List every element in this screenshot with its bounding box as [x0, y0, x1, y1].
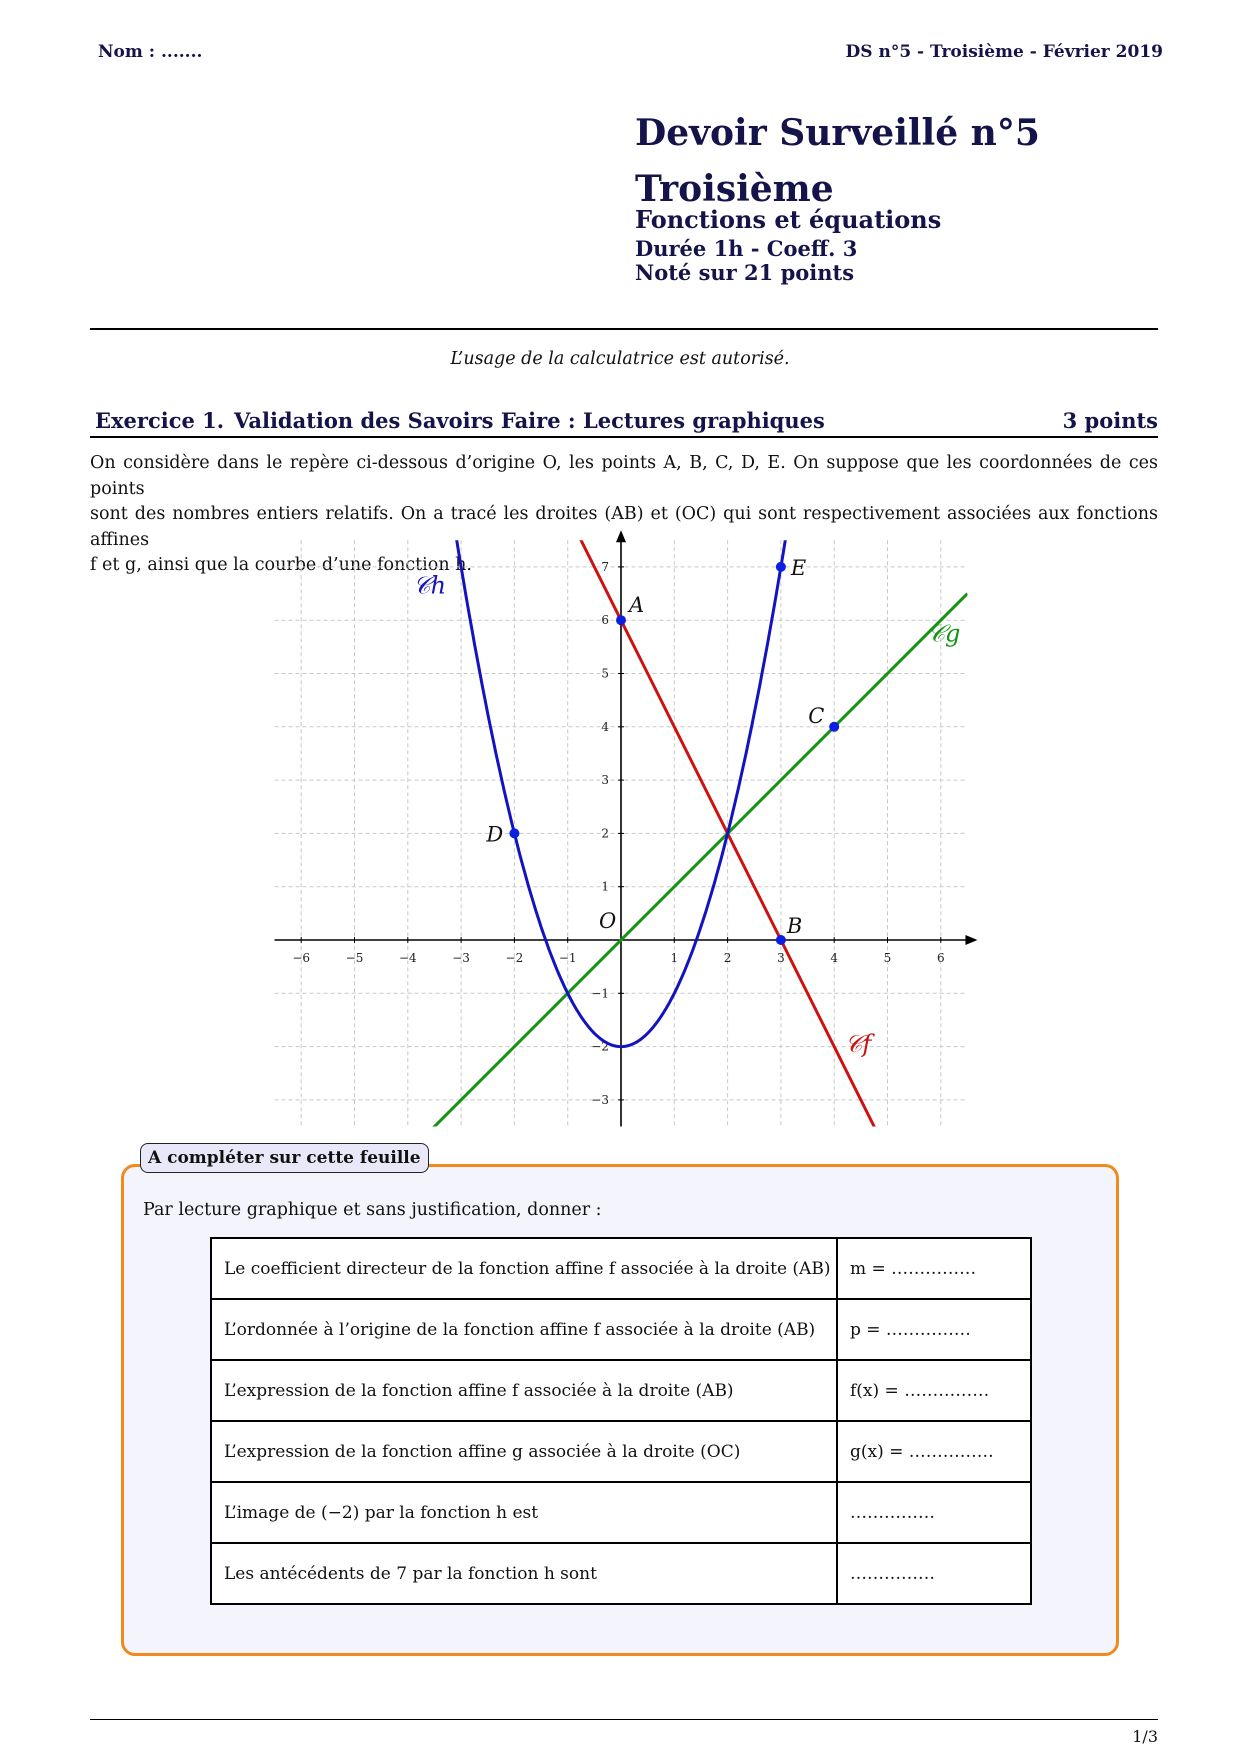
class-title: Troisième — [635, 168, 834, 210]
intro-line-1: On considère dans le repère ci-dessous d’origine O, les points A, B, C, D, E. On suppose que les coordonnées de ces points — [90, 453, 1158, 499]
y-axis-arrow — [616, 530, 626, 542]
y-tick-label: −1 — [591, 986, 609, 1001]
x-axis-arrow — [965, 935, 977, 945]
page-title: Devoir Surveillé n°5 — [635, 112, 1040, 154]
point-label: B — [786, 914, 803, 938]
point-label: D — [486, 822, 504, 847]
answer-row — [211, 1482, 1031, 1543]
x-tick-label: 6 — [936, 951, 945, 965]
point-label: A — [629, 593, 645, 618]
x-tick-label: 2 — [723, 951, 732, 965]
y-tick-label: −2 — [591, 1039, 609, 1054]
question-cell: L’expression de la fonction affine f associée à la droite (AB) — [211, 1360, 837, 1421]
x-tick-label: −1 — [558, 951, 577, 965]
y-tick-label: −3 — [591, 1092, 609, 1107]
y-tick-label: 5 — [601, 666, 609, 681]
answer-row — [211, 1360, 1031, 1421]
point-label: E — [790, 555, 807, 580]
page-number: 1/3 — [1132, 1727, 1158, 1746]
x-tick-label: 3 — [777, 951, 785, 965]
exercise-number: Exercice 1. — [95, 408, 225, 433]
footer-separator — [90, 1719, 1158, 1720]
y-tick-label: 6 — [601, 613, 609, 628]
answer-cell[interactable]: g(x) = …………… — [837, 1421, 1031, 1482]
point-marker — [776, 935, 786, 945]
answer-cell[interactable]: p = …………… — [837, 1299, 1031, 1360]
name-label: Nom : ....... — [98, 42, 203, 62]
x-tick-label: −4 — [398, 951, 417, 965]
chapter-title: Fonctions et équations — [635, 205, 942, 234]
x-tick-label: 5 — [883, 951, 892, 965]
exercise-points: 3 points — [1062, 408, 1158, 433]
series-label: 𝒞h — [413, 571, 447, 600]
answer-row — [211, 1238, 1031, 1299]
answer-cell[interactable]: …………… — [837, 1482, 1031, 1543]
y-tick-label: 7 — [601, 559, 609, 574]
y-tick-label: 2 — [601, 826, 609, 841]
x-tick-label: −6 — [292, 951, 311, 965]
y-tick-label: 1 — [601, 879, 609, 894]
question-cell: L’image de (−2) par la fonction h est — [211, 1482, 837, 1543]
answer-row — [211, 1543, 1031, 1604]
answer-cell[interactable]: f(x) = …………… — [837, 1360, 1031, 1421]
x-tick-label: 1 — [670, 951, 679, 965]
x-tick-label: 4 — [830, 951, 839, 965]
calculator-note: L’usage de la calculatrice est autorisé. — [450, 349, 790, 369]
answer-box-intro: Par lecture graphique et sans justification, donner : — [143, 1200, 602, 1220]
x-tick-label: −2 — [505, 951, 524, 965]
point-label: C — [808, 703, 825, 728]
answer-row — [211, 1299, 1031, 1360]
question-cell: Le coefficient directeur de la fonction affine f associée à la droite (AB) — [211, 1238, 837, 1299]
duration-coeff: Durée 1h - Coeff. 3 — [635, 236, 858, 261]
answer-cell[interactable]: …………… — [837, 1543, 1031, 1604]
y-tick-label: 4 — [601, 719, 609, 734]
answer-cell[interactable]: m = …………… — [837, 1238, 1031, 1299]
answer-table — [210, 1237, 1032, 1605]
point-marker — [616, 615, 626, 625]
point-marker — [829, 722, 839, 732]
question-cell: L’expression de la fonction affine g associée à la droite (OC) — [211, 1421, 837, 1482]
intro-line-3: f et g, ainsi que la courbe d’une fonction h. — [90, 555, 472, 575]
question-cell: Les antécédents de 7 par la fonction h sont — [211, 1543, 837, 1604]
y-tick-label: 3 — [601, 773, 609, 788]
total-points: Noté sur 21 points — [635, 260, 855, 285]
origin-label: O — [599, 909, 617, 933]
x-tick-label: −5 — [345, 951, 364, 965]
intro-line-2: sont des nombres entiers relatifs. On a tracé les droites (AB) et (OC) qui sont respectivement associées aux fonctions affines — [90, 504, 1158, 550]
ds-info: DS n°5 - Troisième - Février 2019 — [845, 42, 1163, 62]
answer-box-tag: A compléter sur cette feuille — [140, 1143, 429, 1173]
question-cell: L’ordonnée à l’origine de la fonction affine f associée à la droite (AB) — [211, 1299, 837, 1360]
exercise-title: Validation des Savoirs Faire : Lectures graphiques — [234, 408, 825, 433]
answer-row — [211, 1421, 1031, 1482]
x-tick-label: −3 — [452, 951, 470, 965]
series-label: 𝒞g — [927, 619, 961, 648]
point-marker — [509, 828, 519, 838]
point-marker — [776, 562, 786, 572]
series-label: 𝒞f — [844, 1029, 872, 1058]
